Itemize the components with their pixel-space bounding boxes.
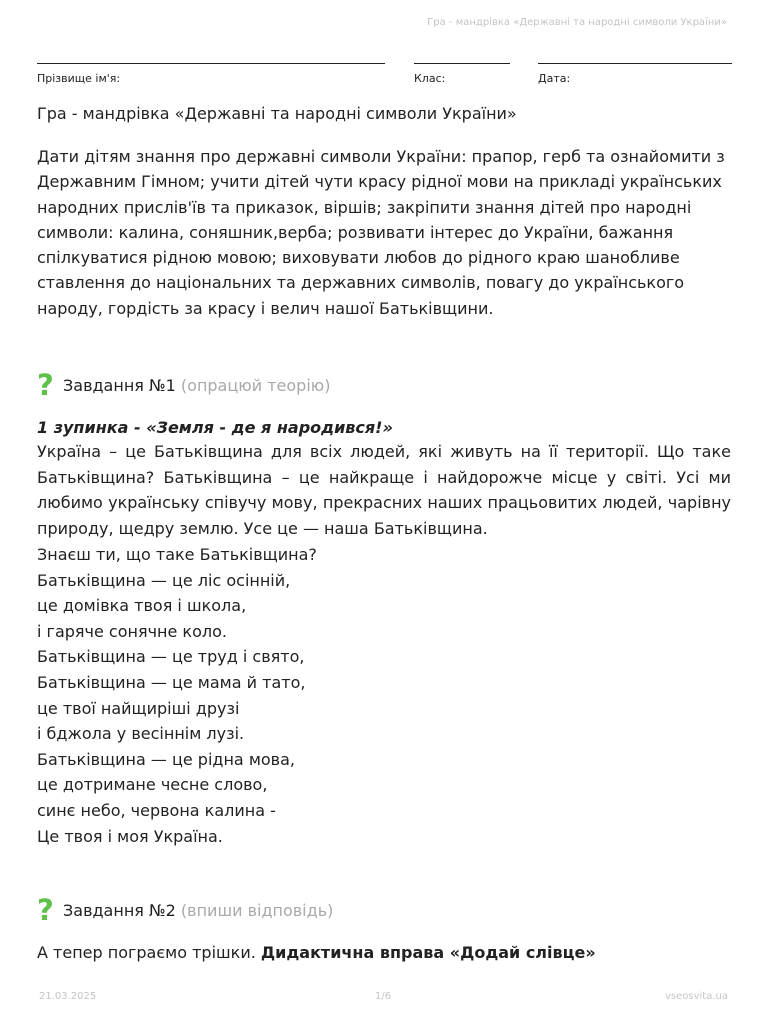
- poem-line: Батьківщина — це мама й тато,: [37, 672, 306, 692]
- task-2-label: Завдання №2: [63, 901, 176, 920]
- class-field[interactable]: [414, 63, 510, 85]
- poem-line: це дотримане чесне слово,: [37, 775, 268, 795]
- question-mark-icon: ?: [37, 368, 54, 402]
- task-1-label: Завдання №1: [63, 376, 176, 395]
- date-label: Дата:: [538, 72, 571, 85]
- poem-line: це твої найщиріші друзі: [37, 698, 240, 718]
- footer-site[interactable]: vseosvita.ua: [665, 991, 728, 1002]
- station-1-text: Україна – це Батьківщина для всіх людей, які живуть на її території. Що таке Батьківщина? Батьківщина – це найкраще і найдорожче місце у світі. Усі ми любимо українську співучу мову, прекрасних наших працьовитих людей, чарівну природу, щедру землю. Усе це — наша Батьківщина.: [37, 442, 731, 538]
- class-underline: [414, 63, 510, 64]
- date-field[interactable]: [538, 63, 732, 85]
- poem-line: Батьківщина — це ліс осінній,: [37, 570, 291, 590]
- document-title: Гра - мандрівка «Державні та народні символи України»: [37, 104, 517, 123]
- poem-line: Знаєш ти, що таке Батьківщина?: [37, 545, 317, 564]
- footer-date: 21.03.2025: [39, 991, 97, 1002]
- running-header: Гра - мандрівка «Державні та народні символи України»: [427, 17, 727, 28]
- task-1-hint: (опрацюй теорію): [180, 376, 331, 395]
- task-1-heading: [37, 368, 737, 402]
- game-intro: [37, 941, 747, 965]
- poem-line: Батьківщина — це труд і свято,: [37, 647, 305, 667]
- poem-line: це домівка твоя і школа,: [37, 596, 247, 616]
- name-label: Прізвище ім'я:: [37, 72, 121, 85]
- task-2-heading: [37, 893, 737, 927]
- footer-page-number: 1/6: [375, 991, 392, 1002]
- poem: [37, 542, 737, 849]
- poem-line: Це твоя і моя Україна.: [37, 826, 223, 846]
- question-mark-icon: ?: [37, 893, 54, 927]
- name-underline: [37, 63, 385, 64]
- task-2-title: [63, 900, 333, 922]
- name-field[interactable]: [37, 63, 385, 85]
- poem-line: і бджола у весіннім лузі.: [37, 724, 245, 744]
- date-underline: [538, 63, 732, 64]
- game-exercise-title: Дидактична вправа «Додай слівце»: [260, 943, 596, 962]
- station-1-heading: 1 зупинка - «Земля - де я народився!»: [37, 418, 393, 437]
- poem-line: синє небо, червона калина -: [37, 800, 276, 820]
- task-2-hint: (впиши відповідь): [180, 901, 334, 920]
- poem-line: і гаряче сонячне коло.: [37, 621, 227, 641]
- poem-line: Батьківщина — це рідна мова,: [37, 749, 295, 769]
- game-intro-text: А тепер пограємо трішки.: [37, 943, 256, 962]
- class-label: Клас:: [414, 72, 446, 85]
- intro-paragraph: Дати дітям знання про державні символи України: прапор, герб та ознайомити з Державним Гімном; учити дітей чути красу рідної мови на прикладі українських народних прислів'їв та приказок, віршів; закріпити знання дітей про народні символи: калина, соняшник,верба; розвивати інтерес до України, бажання спілкуватися рідною мовою; виховувати любов до рідного краю шанобливе ставлення до національних та державних символів, повагу до українського народу, гордість за красу і велич нашої Батьківщини.: [37, 147, 725, 318]
- task-1-title: [63, 375, 330, 397]
